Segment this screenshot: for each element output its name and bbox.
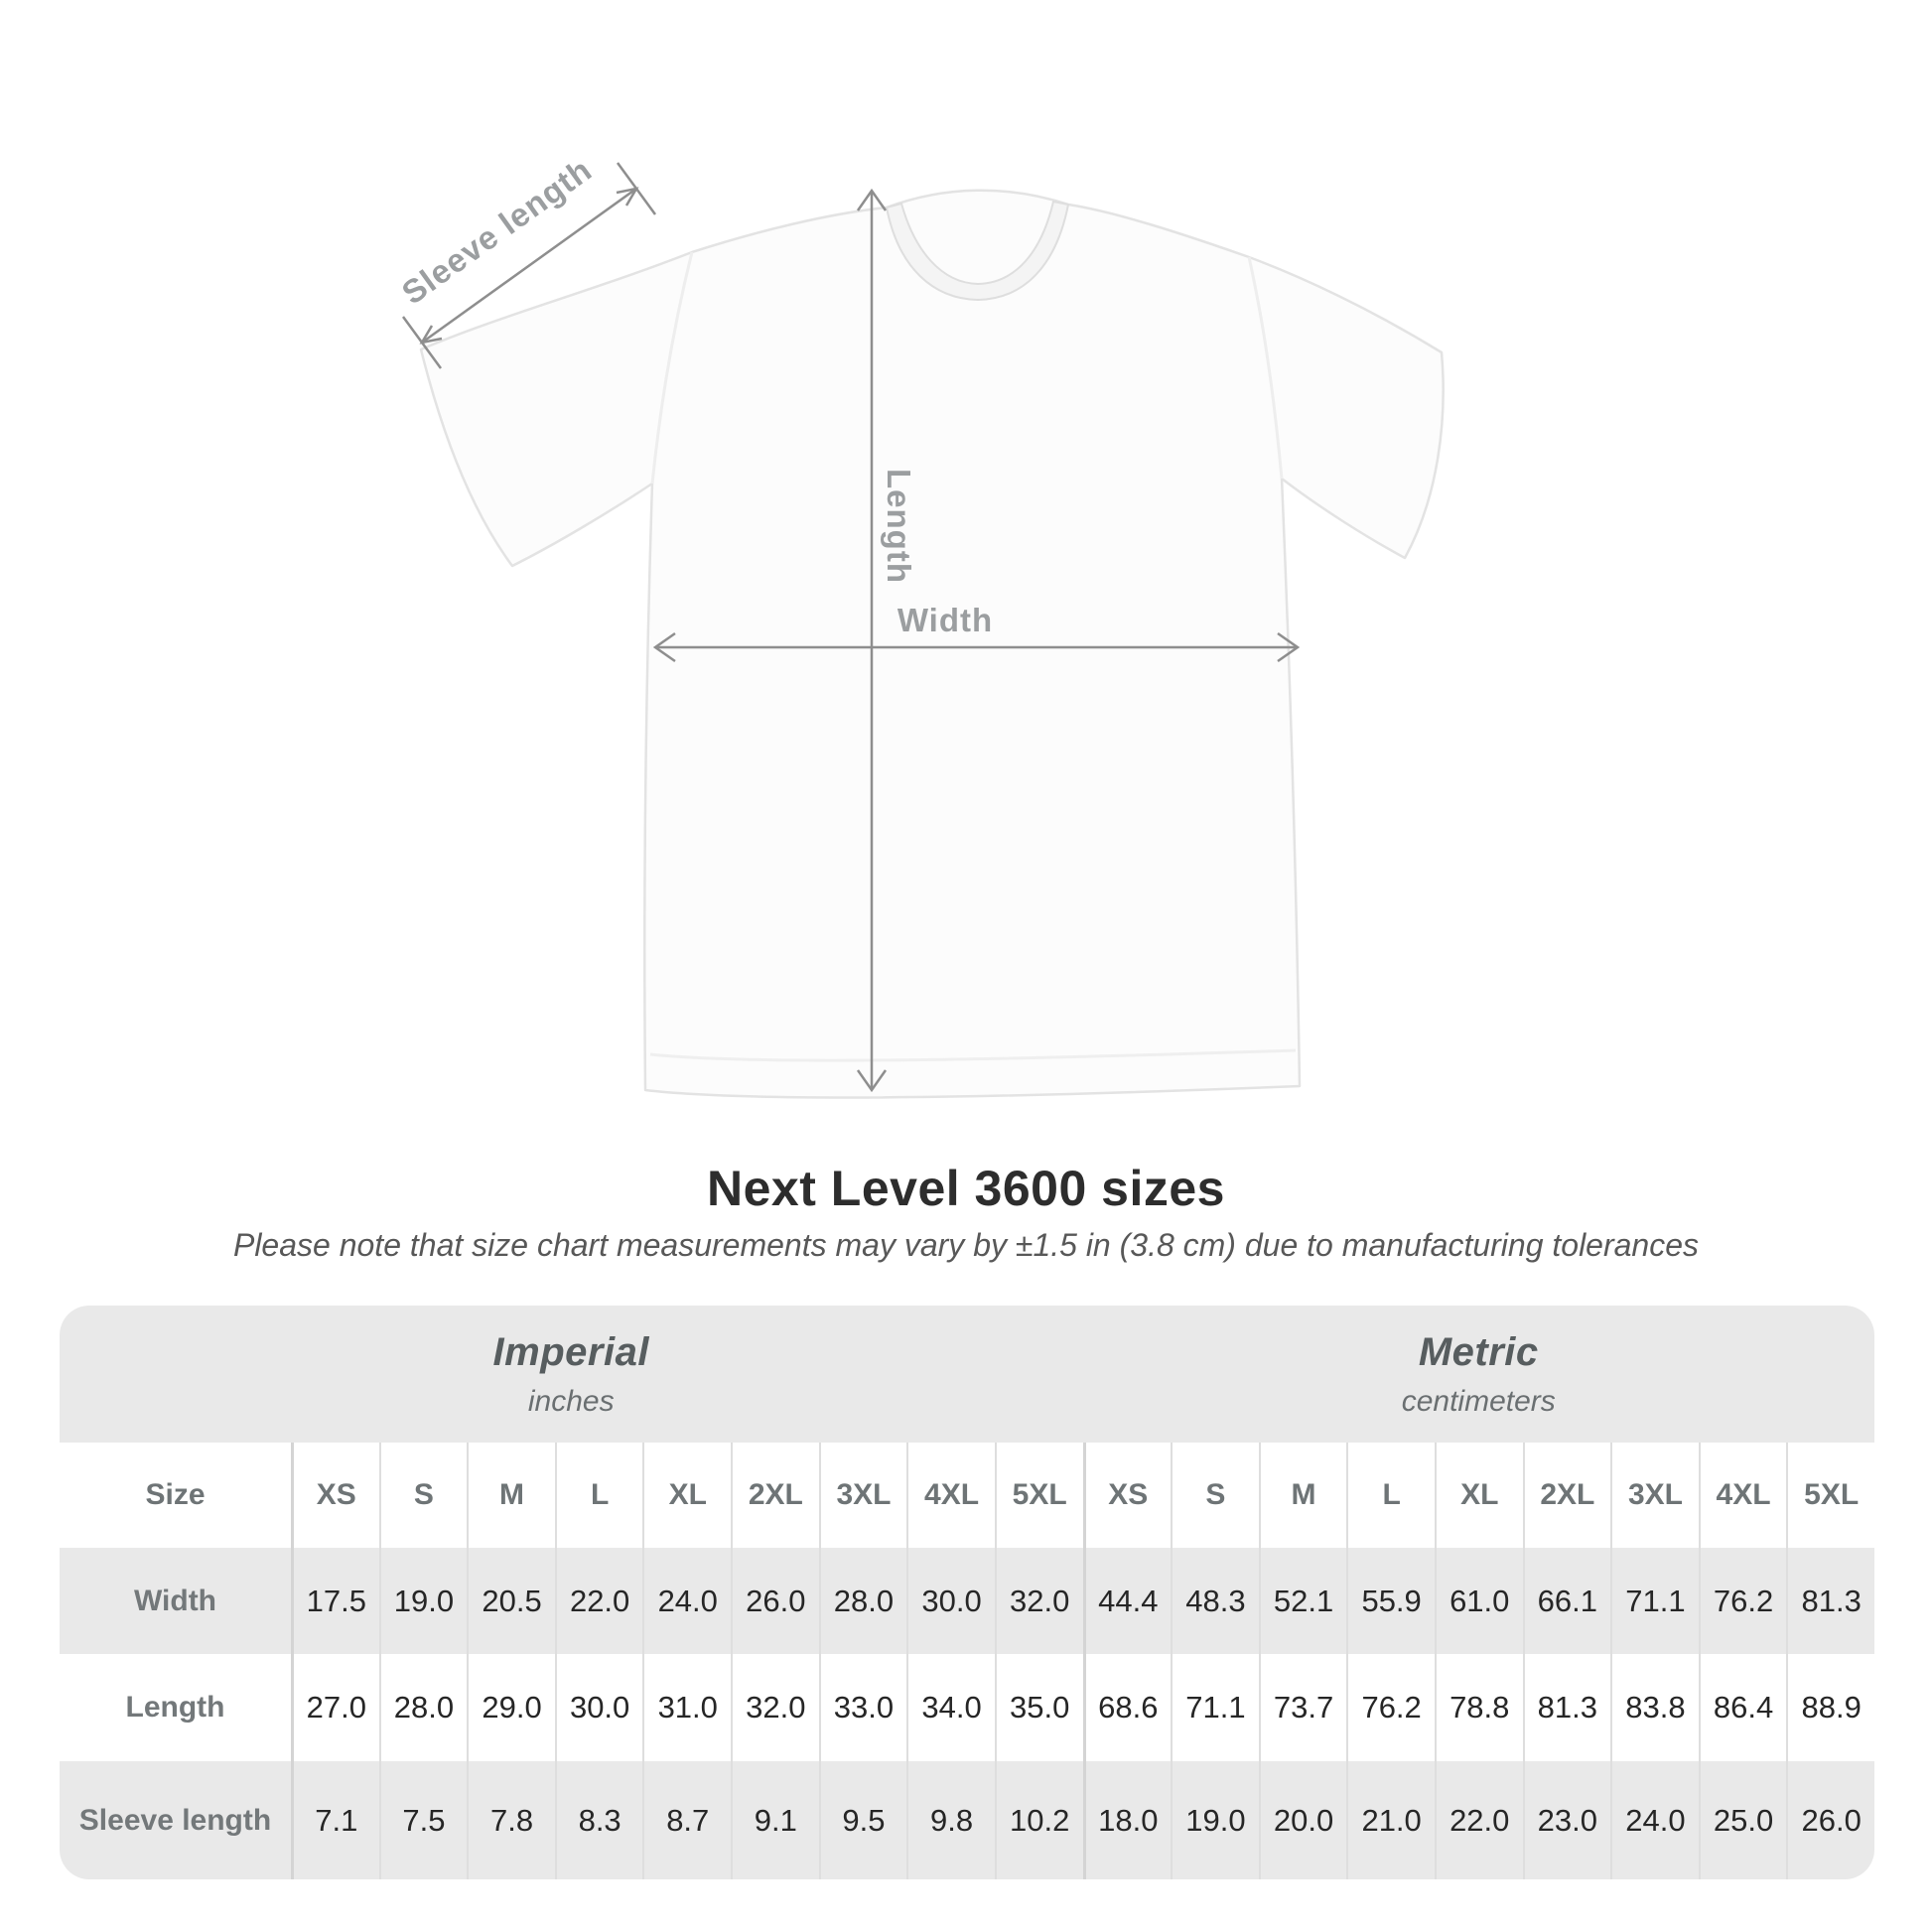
table-cell: 22.0 <box>1435 1761 1523 1879</box>
size-header-cell: XL <box>642 1443 731 1548</box>
table-cell: 8.3 <box>555 1761 643 1879</box>
sleeve-length-label: Sleeve length <box>394 150 599 312</box>
table-cell: 24.0 <box>642 1548 731 1654</box>
size-header-cell: 5XL <box>995 1443 1083 1548</box>
unit-section-subtitle: inches <box>527 1384 615 1418</box>
unit-section-imperial <box>60 1306 1083 1443</box>
table-cell: 21.0 <box>1346 1761 1435 1879</box>
row-label: Width <box>133 1584 217 1617</box>
table-cell: 76.2 <box>1699 1548 1787 1654</box>
table-cell: 26.0 <box>1786 1761 1874 1879</box>
size-header-cell: L <box>1346 1443 1435 1548</box>
table-cell: 20.0 <box>1259 1761 1347 1879</box>
table-cell: 44.4 <box>1083 1548 1172 1654</box>
unit-section-metric <box>1083 1306 1875 1443</box>
table-cell: 28.0 <box>819 1548 907 1654</box>
table-cell: 73.7 <box>1259 1654 1347 1761</box>
size-header-cell: S <box>1171 1443 1259 1548</box>
size-table-card <box>60 1306 1874 1879</box>
size-header-cell: 3XL <box>819 1443 907 1548</box>
size-header-cell: S <box>379 1443 468 1548</box>
table-cell: 31.0 <box>642 1654 731 1761</box>
unit-section-subtitle: centimeters <box>1401 1384 1556 1418</box>
size-header-cell: M <box>1259 1443 1347 1548</box>
table-cell: 81.3 <box>1786 1548 1874 1654</box>
table-cell: 7.5 <box>379 1761 468 1879</box>
table-cell: 19.0 <box>379 1548 468 1654</box>
length-label: Length <box>881 469 917 584</box>
table-cell: 18.0 <box>1083 1761 1172 1879</box>
table-cell: 9.1 <box>731 1761 819 1879</box>
table-cell: 24.0 <box>1610 1761 1699 1879</box>
size-header-cell: 2XL <box>731 1443 819 1548</box>
size-header-cell: XS <box>1083 1443 1172 1548</box>
size-header-cell: L <box>555 1443 643 1548</box>
size-header-cell: 3XL <box>1610 1443 1699 1548</box>
size-header-cell: XS <box>291 1443 379 1548</box>
size-table <box>60 1306 1874 1879</box>
size-header-cell: 4XL <box>1699 1443 1787 1548</box>
size-header-cell: 4XL <box>906 1443 995 1548</box>
page-title: Next Level 3600 sizes <box>707 1161 1225 1216</box>
table-cell: 30.0 <box>555 1654 643 1761</box>
table-cell: 55.9 <box>1346 1548 1435 1654</box>
size-header-cell: 5XL <box>1786 1443 1874 1548</box>
table-cell: 9.5 <box>819 1761 907 1879</box>
table-cell: 34.0 <box>906 1654 995 1761</box>
row-label: Sleeve length <box>78 1803 272 1837</box>
table-cell: 20.5 <box>467 1548 555 1654</box>
table-cell: 76.2 <box>1346 1654 1435 1761</box>
table-cell: 81.3 <box>1523 1654 1611 1761</box>
size-column-header: Size <box>60 1443 291 1548</box>
table-cell: 10.2 <box>995 1761 1083 1879</box>
table-cell: 32.0 <box>995 1548 1083 1654</box>
table-cell: 71.1 <box>1171 1654 1259 1761</box>
table-cell: 25.0 <box>1699 1761 1787 1879</box>
table-cell: 88.9 <box>1786 1654 1874 1761</box>
table-cell: 7.1 <box>291 1761 379 1879</box>
table-cell: 19.0 <box>1171 1761 1259 1879</box>
size-header-cell: XL <box>1435 1443 1523 1548</box>
row-label: Length <box>60 1654 291 1761</box>
table-cell: 66.1 <box>1523 1548 1611 1654</box>
table-cell: 33.0 <box>819 1654 907 1761</box>
table-cell: 27.0 <box>291 1654 379 1761</box>
table-cell: 26.0 <box>731 1548 819 1654</box>
width-label: Width <box>897 602 994 638</box>
table-cell: 22.0 <box>555 1548 643 1654</box>
table-cell: 52.1 <box>1259 1548 1347 1654</box>
table-cell: 78.8 <box>1435 1654 1523 1761</box>
size-header-cell: 2XL <box>1523 1443 1611 1548</box>
table-cell: 61.0 <box>1435 1548 1523 1654</box>
table-cell: 23.0 <box>1523 1761 1611 1879</box>
table-cell: 29.0 <box>467 1654 555 1761</box>
table-cell: 68.6 <box>1083 1654 1172 1761</box>
tshirt-outline <box>421 191 1444 1098</box>
table-cell: 28.0 <box>379 1654 468 1761</box>
table-cell: 7.8 <box>467 1761 555 1879</box>
tolerance-note: Please note that size chart measurements may vary by ±1.5 in (3.8 cm) due to manufacturing tolerances <box>232 1227 1700 1263</box>
table-cell: 71.1 <box>1610 1548 1699 1654</box>
table-cell: 8.7 <box>642 1761 731 1879</box>
table-cell: 30.0 <box>906 1548 995 1654</box>
unit-section-title: Imperial <box>492 1329 649 1374</box>
unit-section-title: Metric <box>1418 1329 1539 1374</box>
table-cell: 83.8 <box>1610 1654 1699 1761</box>
table-cell: 48.3 <box>1171 1548 1259 1654</box>
table-cell: 32.0 <box>731 1654 819 1761</box>
table-cell: 17.5 <box>291 1548 379 1654</box>
size-header-cell: M <box>467 1443 555 1548</box>
table-cell: 9.8 <box>906 1761 995 1879</box>
table-cell: 86.4 <box>1699 1654 1787 1761</box>
table-cell: 35.0 <box>995 1654 1083 1761</box>
